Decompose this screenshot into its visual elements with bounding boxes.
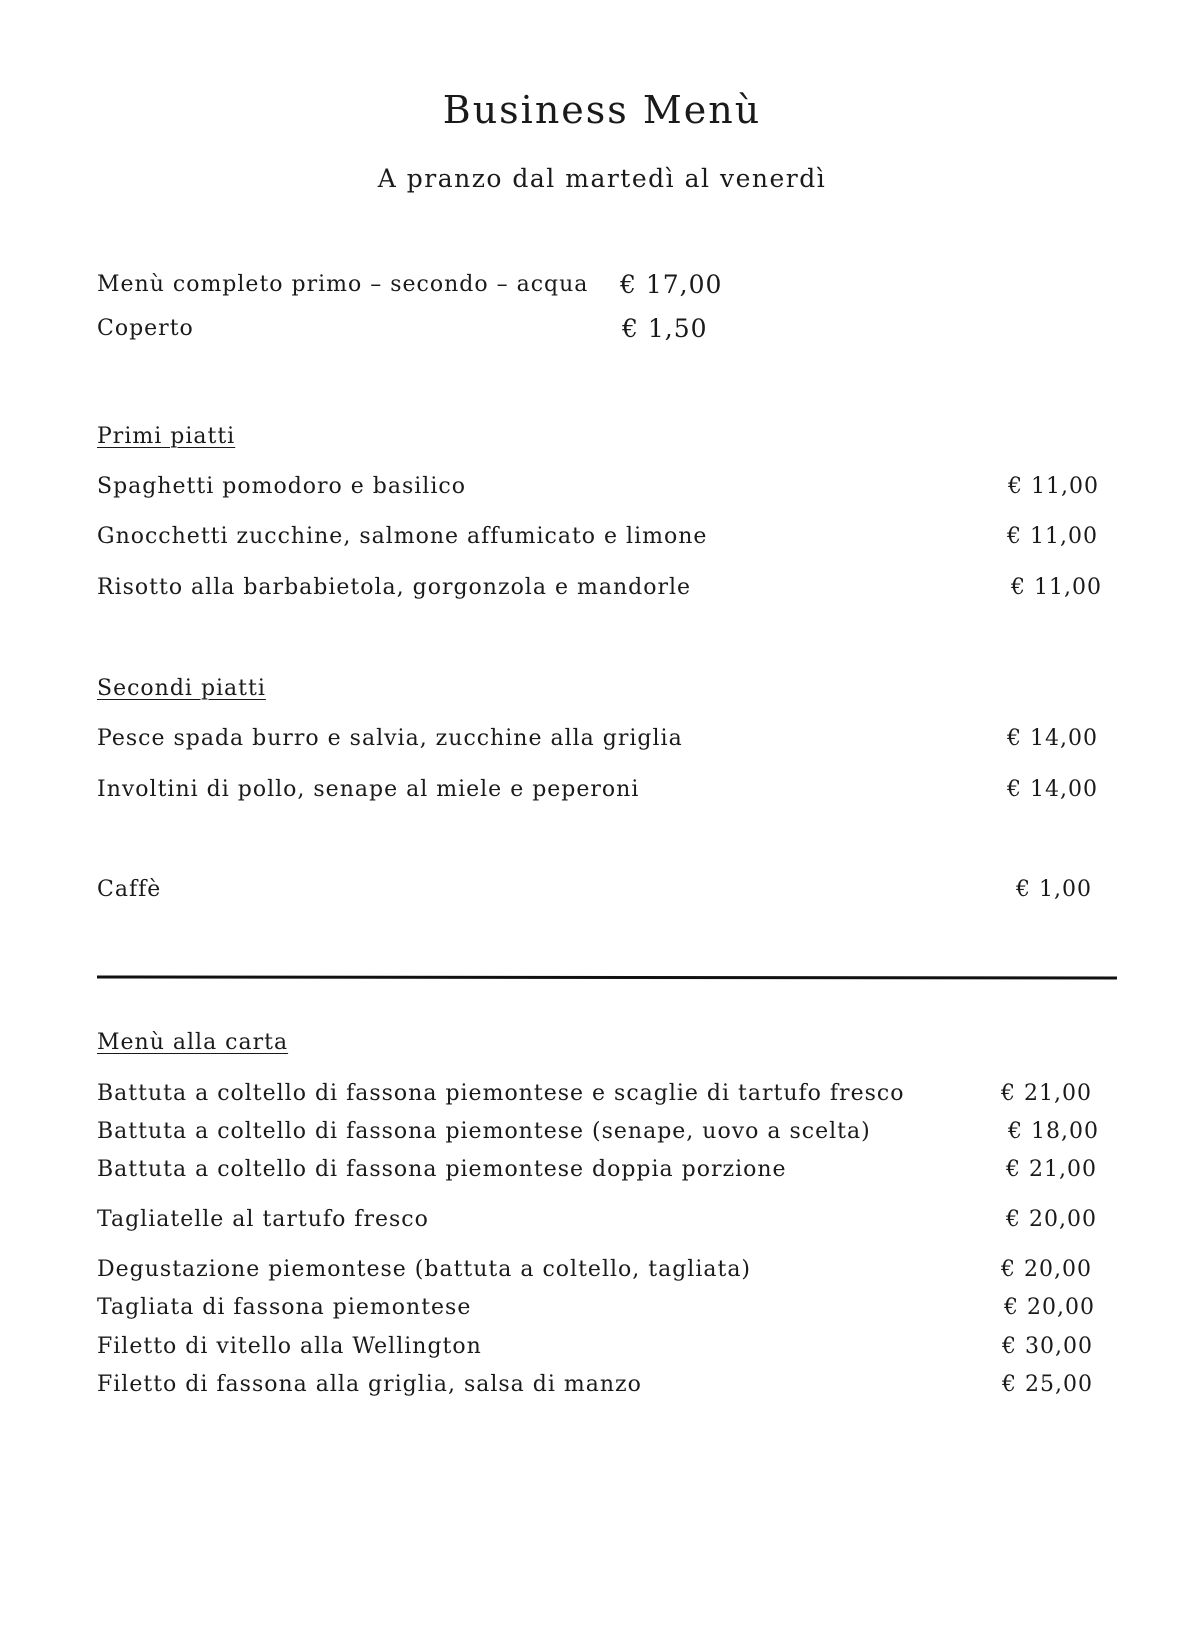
- menu-item-name: Gnocchetti zucchine, salmone affumicato e limone: [97, 524, 708, 549]
- coffee-price: € 1,00: [1016, 877, 1092, 902]
- page-title: Business Menù: [442, 88, 762, 132]
- menu-item-name: Tagliatelle al tartufo fresco: [97, 1207, 429, 1232]
- menu-item-name: Battuta a coltello di fassona piemontese e scaglie di tartufo fresco: [97, 1081, 905, 1106]
- menu-item-price: € 11,00: [1008, 474, 1099, 499]
- menu-item-name: Battuta a coltello di fassona piemontese (senape, uovo a scelta): [97, 1119, 871, 1144]
- menu-item-name: Tagliata di fassona piemontese: [97, 1295, 472, 1320]
- menu-item-price: € 14,00: [1007, 777, 1098, 802]
- page-subtitle: A pranzo dal martedì al venerdì: [377, 164, 827, 193]
- menu-item-price: € 18,00: [1008, 1119, 1099, 1144]
- menu-item-price: € 25,00: [1002, 1372, 1093, 1397]
- section-divider: [97, 975, 1117, 979]
- menu-item-price: € 21,00: [1006, 1157, 1097, 1182]
- menu-item-name: Battuta a coltello di fassona piemontese doppia porzione: [97, 1157, 787, 1182]
- menu-item-price: € 11,00: [1007, 524, 1098, 549]
- menu-item-name: Spaghetti pomodoro e basilico: [97, 474, 466, 499]
- cover-price: € 1,50: [622, 314, 708, 343]
- menu-item-price: € 14,00: [1007, 726, 1098, 751]
- menu-item-price: € 21,00: [1001, 1081, 1092, 1106]
- section-heading-carta: Menù alla carta: [97, 1030, 289, 1055]
- cover-label: Coperto: [97, 316, 194, 341]
- menu-item-price: € 20,00: [1004, 1295, 1095, 1320]
- full-menu-price: € 17,00: [620, 270, 723, 299]
- section-heading-primi: Primi piatti: [97, 424, 236, 449]
- menu-item-name: Degustazione piemontese (battuta a coltello, tagliata): [97, 1257, 752, 1282]
- menu-item-name: Filetto di vitello alla Wellington: [97, 1334, 482, 1359]
- menu-item-name: Pesce spada burro e salvia, zucchine alla griglia: [97, 726, 683, 751]
- full-menu-label: Menù completo primo – secondo – acqua: [97, 272, 589, 297]
- coffee-name: Caffè: [97, 877, 162, 902]
- section-heading-secondi: Secondi piatti: [97, 676, 266, 701]
- menu-item-price: € 20,00: [1006, 1207, 1097, 1232]
- menu-item-name: Risotto alla barbabietola, gorgonzola e mandorle: [97, 575, 692, 600]
- menu-item-price: € 11,00: [1011, 575, 1102, 600]
- menu-item-price: € 30,00: [1002, 1334, 1093, 1359]
- menu-item-name: Filetto di fassona alla griglia, salsa di manzo: [97, 1372, 642, 1397]
- menu-item-price: € 20,00: [1001, 1257, 1092, 1282]
- menu-item-name: Involtini di pollo, senape al miele e peperoni: [97, 777, 640, 802]
